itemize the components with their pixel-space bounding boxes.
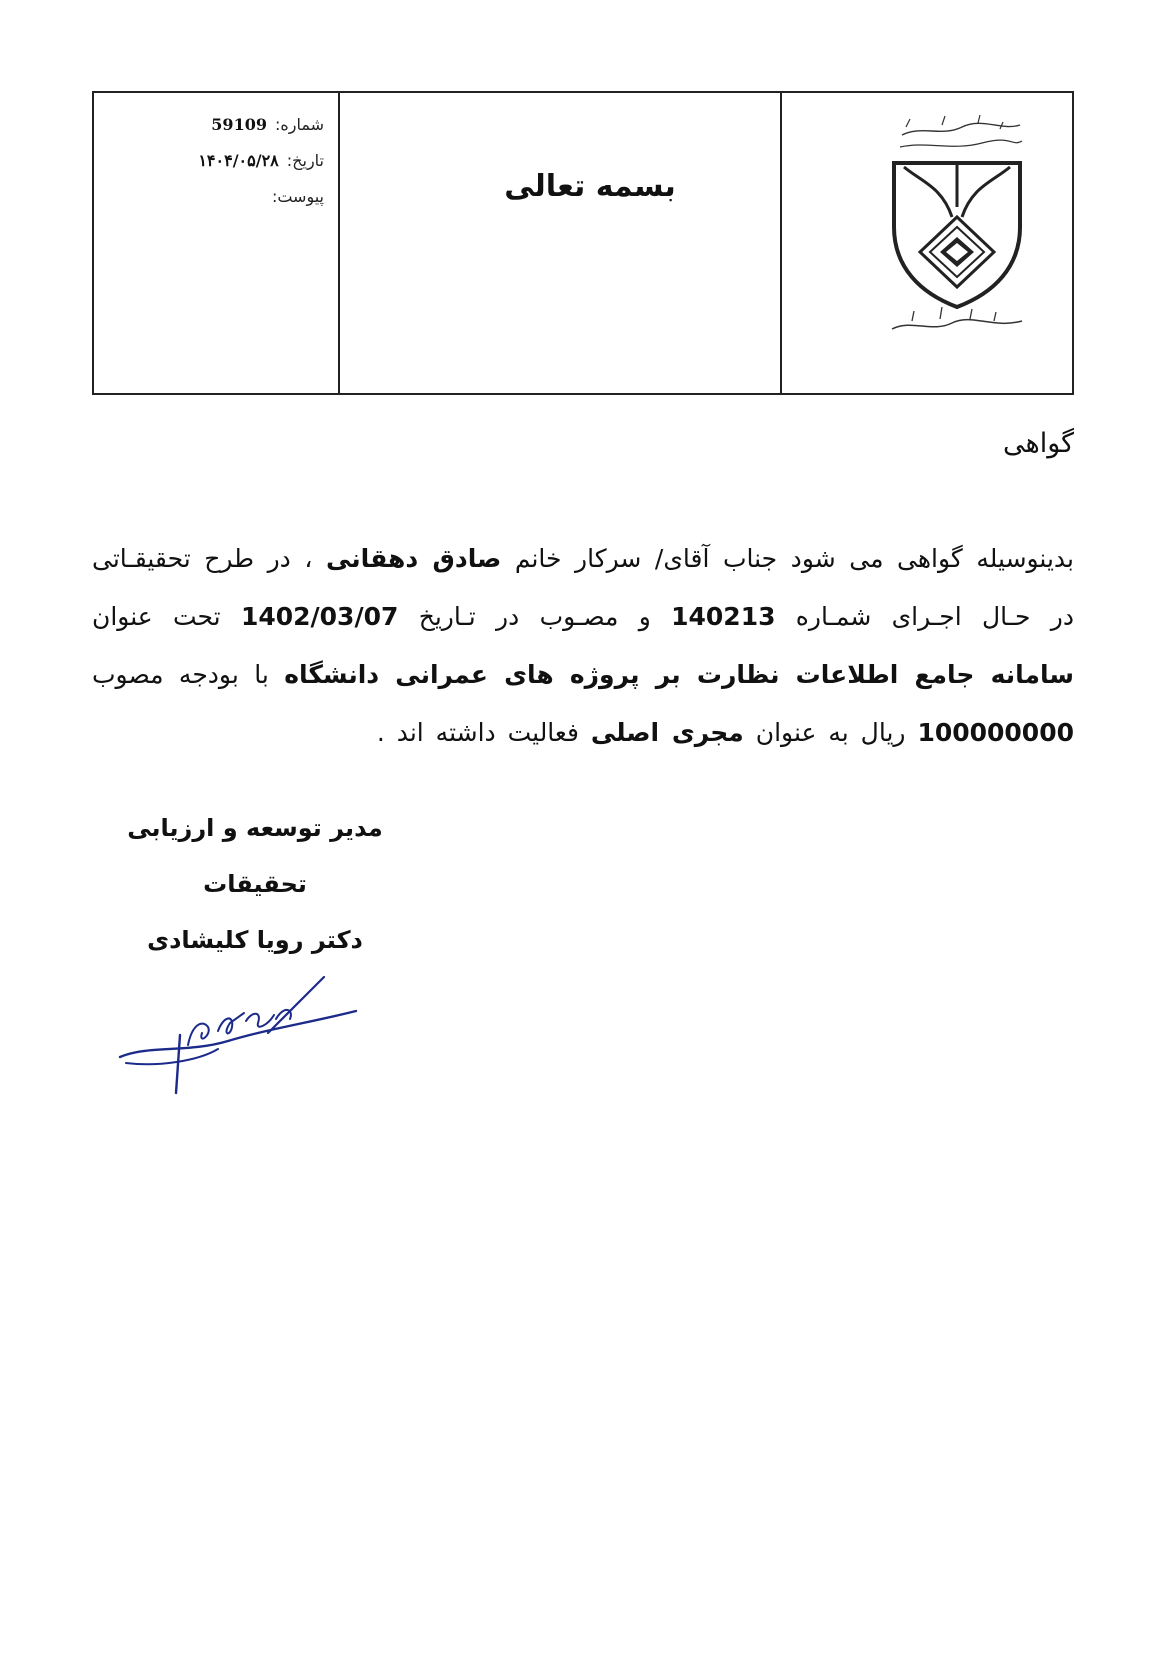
signatory-block	[120, 800, 390, 968]
body-role-intro: ریال به عنوان	[755, 718, 906, 747]
letter-title-cell	[340, 93, 782, 393]
letter-number-row	[211, 115, 324, 134]
body-intro: بدینوسیله گواهی می شود جناب آقای/ سرکار خانم	[514, 544, 1075, 573]
certificate-body	[92, 530, 1074, 762]
logo-cell	[782, 93, 1072, 393]
project-number: 140213	[671, 602, 776, 631]
body-approval-intro: و مصـوب در تـاریخ	[418, 602, 651, 631]
project-title: سامانه جامع اطلاعات نظارت بر پروژه های عمرانی دانشگاه	[284, 660, 1074, 689]
letter-title: بسمه تعالی	[504, 169, 676, 204]
letter-date-label: تاریخ:	[286, 151, 324, 170]
signatory-name: دکتر رویا کلیشادی	[147, 926, 363, 954]
letter-number-label: شماره:	[274, 115, 324, 134]
project-role: مجری اصلی	[590, 718, 744, 747]
approval-date: 1402/03/07	[240, 602, 399, 631]
letterhead-table	[92, 91, 1074, 395]
person-name: صادق دهقانی	[326, 544, 502, 573]
handwritten-signature-icon	[118, 975, 368, 1095]
letter-attachment-row	[272, 187, 324, 206]
body-project-intro: ، در طرح تحقیقـاتی در حـال اجـرای شمـاره	[92, 544, 1075, 631]
body-budget-intro: با بودجه مصوب	[92, 660, 269, 689]
signatory-position: مدیر توسعه و ارزیابی	[127, 814, 383, 842]
certificate-heading: گواهی	[1002, 428, 1074, 459]
letter-number-value: 59109	[211, 115, 267, 134]
university-logo-icon	[882, 107, 1032, 337]
signatory-department: تحقیقات	[203, 870, 307, 898]
project-budget: 100000000	[917, 718, 1074, 747]
letter-date-row	[198, 151, 324, 170]
letter-attachment-label: پیوست:	[271, 187, 324, 206]
body-closing: فعالیت داشته اند .	[376, 718, 579, 747]
letter-meta-cell	[94, 93, 340, 393]
body-title-intro: تحت عنوان	[92, 602, 221, 631]
letter-date-value: ۱۴۰۴/۰۵/۲۸	[198, 151, 279, 170]
